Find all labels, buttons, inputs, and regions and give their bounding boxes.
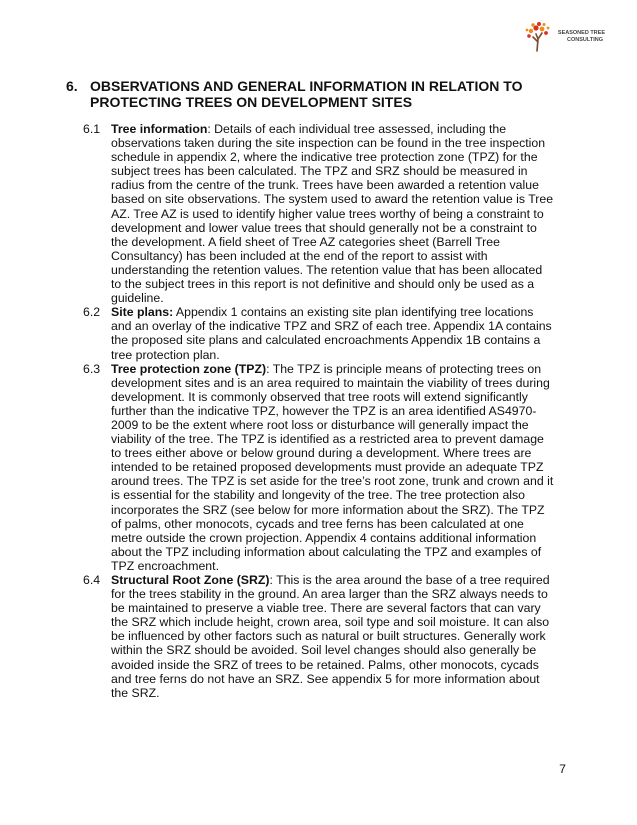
paragraph-line: the SRZ.: [111, 685, 160, 700]
paragraph-line: based on site observations. The system used to award the retention value is Tree: [111, 192, 554, 207]
paragraph-line: subject trees has been calculated. The TPZ and SRZ should be measured in: [111, 164, 528, 179]
paragraph-line: radius from the centre of the trunk. Trees have been awarded a retention value: [111, 178, 539, 193]
numbered-sections: [83, 122, 568, 700]
logo-text: [557, 30, 605, 44]
numbered-paragraph: [83, 122, 568, 305]
paragraph-line: guideline.: [111, 291, 164, 306]
paragraph-line: TPZ encroachment.: [111, 558, 219, 573]
heading-line: PROTECTING TREES ON DEVELOPMENT SITES: [90, 94, 413, 110]
paragraph-line: AZ. Tree AZ is used to identify higher value trees worthy of being a constraint to: [111, 206, 544, 221]
paragraph-line: the SRZ which include height, crown area, soil type and soil moisture. It can also: [111, 615, 550, 630]
paragraph-line: viability of the tree. The TPZ is identified as a restricted area to prevent damage: [111, 432, 544, 447]
numbered-paragraph: [83, 362, 568, 573]
paragraph-line: about the TPZ including information about calculating the TPZ and examples of: [111, 544, 542, 559]
paragraph-line: development. It is commonly observed that tree roots will extend significantly: [111, 389, 528, 404]
paragraph-first-line: [111, 122, 568, 136]
paragraph-line: and an overlay of the indicative TPZ and SRZ of each tree. Appendix 1A contains: [111, 319, 552, 334]
paragraph-line: development sites and is an area required to maintain the viability of trees during: [111, 375, 550, 390]
paragraph-body: [111, 362, 568, 573]
paragraph-line: 2009 to be the extent where root loss or disturbance will generally impact the: [111, 417, 529, 432]
paragraph-text: : Details of each individual tree assessed, including the: [207, 122, 507, 136]
paragraph-line: of palms, other monocots, cycads and tree ferns has been calculated at one: [111, 516, 524, 531]
paragraph-number: 6.1: [83, 122, 101, 136]
heading-line: OBSERVATIONS AND GENERAL INFORMATION IN RELATION TO: [90, 78, 523, 94]
paragraph-line: observations taken during the site inspection can be found in the tree inspection: [111, 136, 546, 151]
paragraph-line: intended to be retained proposed developments must provide an adequate TPZ: [111, 460, 544, 475]
paragraph-line: the development. A field sheet of Tree AZ categories sheet (Barrell Tree: [111, 234, 500, 249]
paragraph-number: 6.2: [83, 305, 101, 320]
paragraph-line: and tree ferns do not have an SRZ. See appendix 5 for more information about: [111, 671, 540, 686]
paragraph-line: within the SRZ should be avoided. Soil level changes should also generally be: [111, 643, 537, 658]
section-heading: [66, 78, 576, 110]
paragraph-first-line: [111, 362, 568, 376]
numbered-paragraph: [83, 305, 568, 361]
paragraph-title: Tree protection zone (TPZ): [111, 361, 267, 376]
heading-title: [90, 78, 576, 110]
paragraph-line: to trees either above or below ground during a development. Where trees are: [111, 446, 532, 461]
paragraph-first-line: [111, 305, 568, 319]
paragraph-line: further than the indicative TPZ, however the TPZ is an area identified AS4970-: [111, 403, 537, 418]
paragraph-number: 6.4: [83, 573, 101, 587]
paragraph-line: development and lower value trees that should generally not be a constraint to: [111, 220, 537, 235]
paragraph-line: metre outside the crown projection. Appendix 4 contains additional information: [111, 530, 537, 545]
paragraph-number: 6.3: [83, 361, 101, 376]
paragraph-line: avoided inside the SRZ of trees to be retained. Palms, other monocots, cycads: [111, 657, 539, 672]
paragraph-line: Consultancy) has been included at the end of the report to assist with: [111, 248, 488, 263]
paragraph-text: : The TPZ is principle means of protecting trees on: [266, 361, 542, 376]
paragraph-text: Appendix 1 contains an existing site plan identifying tree locations: [173, 305, 534, 320]
numbered-paragraph: [83, 573, 568, 700]
logo-text-line2: CONSULTING: [567, 37, 603, 43]
tree-logo-icon: [521, 20, 555, 52]
paragraph-body: [111, 122, 568, 305]
paragraph-body: [111, 573, 568, 700]
paragraph-line: be influenced by other factors such as natural or built structures. Generally work: [111, 629, 546, 644]
paragraph-line: around trees. The TPZ is set aside for the tree’s root zone, trunk and crown and it: [111, 474, 554, 489]
paragraph-line: the proposed site plans and calculated encroachments Appendix 1B contains a: [111, 333, 541, 348]
paragraph-line: tree protection plan.: [111, 347, 220, 362]
logo-text-line1: SEASONED TREE: [557, 30, 605, 36]
paragraph-title: Site plans:: [111, 305, 174, 320]
paragraph-line: schedule in appendix 2, where the indicative tree protection zone (TPZ) for the: [111, 150, 538, 165]
paragraph-text: : This is the area around the base of a tree required: [269, 573, 550, 587]
paragraph-line: for the trees stability in the ground. An area larger than the SRZ always needs to: [111, 587, 548, 602]
page-number: 7: [559, 762, 566, 776]
paragraph-title: Structural Root Zone (SRZ): [111, 573, 270, 587]
paragraph-line: understanding the retention values. The retention value that has been allocated: [111, 262, 543, 277]
paragraph-first-line: [111, 573, 568, 587]
paragraph-title: Tree information: [111, 122, 208, 136]
paragraph-line: be maintained to preserve a viable tree. There are several factors that can vary: [111, 601, 541, 616]
paragraph-line: is essential for the stability and longevity of the tree. The tree protection also: [111, 488, 525, 503]
paragraph-line: incorporates the SRZ (see below for more information about the SRZ). The TPZ: [111, 502, 545, 517]
paragraph-body: [111, 305, 568, 361]
paragraph-line: to the subject trees in this report is not definitive and should only be used as a: [111, 277, 535, 292]
heading-number: 6.: [66, 78, 78, 94]
company-logo: [521, 20, 613, 52]
